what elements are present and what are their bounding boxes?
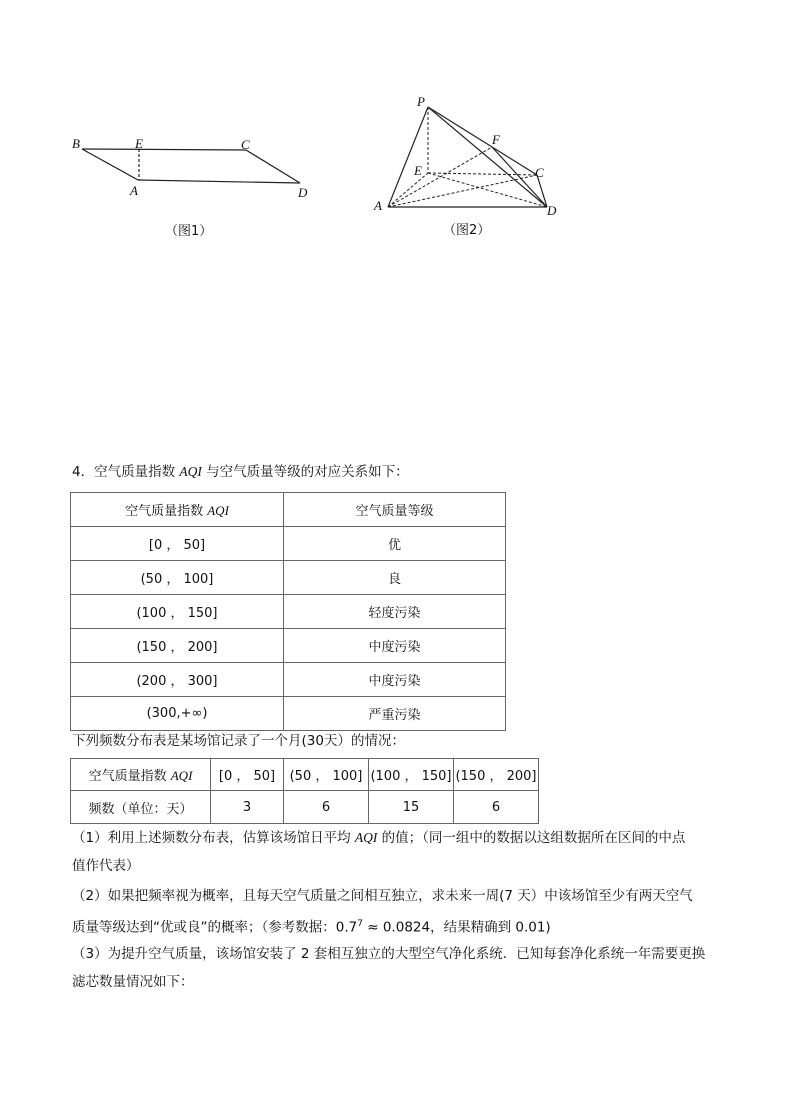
point-label-D: D <box>547 203 557 218</box>
point-label-A: A <box>374 198 382 213</box>
point-label-P: P <box>417 94 425 109</box>
interval-cell: [0 ， 50] <box>211 759 284 791</box>
figure-2-diagram <box>370 95 570 220</box>
point-label-D: D <box>298 185 308 200</box>
range-cell: (300,+∞) <box>71 697 284 731</box>
range-cell: (150 ， 200] <box>71 629 284 663</box>
point-label-C: C <box>535 165 544 180</box>
part-1-line-1 <box>72 828 685 848</box>
interval-cell: (100 ， 150] <box>369 759 454 791</box>
figure-2-caption: （图2） <box>443 223 491 238</box>
segment-PC <box>428 107 537 175</box>
interval-cell: (50 ， 100] <box>284 759 369 791</box>
segment-AD <box>138 180 300 183</box>
row-label-aqi-prefix: 空气质量指数 <box>88 769 171 784</box>
count-cell: 6 <box>454 791 539 824</box>
segment-ED-dashed <box>428 173 547 207</box>
part-3-line-1: （3）为提升空气质量，该场馆安装了 2 套相互独立的大型空气净化系统．已知每套净化系统一年需要更换 <box>72 946 706 962</box>
row-label-aqi-italic: AQI <box>170 768 193 783</box>
header-aqi <box>71 493 284 527</box>
frequency-table <box>70 758 539 824</box>
point-label-F: F <box>492 132 500 147</box>
table-header-row <box>71 493 506 527</box>
table-row <box>71 663 506 697</box>
level-cell: 优 <box>284 527 506 561</box>
part-3-line-2: 滤芯数量情况如下： <box>72 974 194 990</box>
intro-prefix: 4．空气质量指数 <box>72 464 180 480</box>
point-label-E: E <box>414 163 422 178</box>
point-label-B: B <box>72 136 80 151</box>
part-1-aqi: AQI <box>354 830 378 845</box>
table-row <box>71 561 506 595</box>
point-label-A: A <box>130 183 138 198</box>
count-cell: 15 <box>369 791 454 824</box>
range-cell: (100 ， 150] <box>71 595 284 629</box>
part-1-line-2: 值作代表） <box>72 858 140 874</box>
table-row <box>71 527 506 561</box>
part-1-suffix: 的值；（同一组中的数据以这组数据所在区间的中点 <box>377 830 686 846</box>
header-aqi-prefix: 空气质量指数 <box>125 504 208 519</box>
part-2-line-1: （2）如果把频率视为概率，且每天空气质量之间相互独立，求未来一周(7 天）中该场馆至少有两天空气 <box>72 888 693 904</box>
part-2-line-2 <box>72 914 551 938</box>
level-cell: 中度污染 <box>284 663 506 697</box>
aqi-level-table <box>70 492 506 731</box>
level-cell: 良 <box>284 561 506 595</box>
level-cell: 中度污染 <box>284 629 506 663</box>
header-level: 空气质量等级 <box>284 493 506 527</box>
row-label-count: 频数（单位：天） <box>71 791 211 824</box>
segment-AF-dashed <box>388 147 492 207</box>
intro-suffix: 与空气质量等级的对应关系如下： <box>201 464 409 480</box>
level-cell: 严重污染 <box>284 697 506 731</box>
count-row <box>71 791 539 824</box>
part-2-text-a: 质量等级达到“优或良”的概率；（参考数据：0.7 <box>72 919 358 936</box>
count-cell: 3 <box>211 791 284 824</box>
interval-row <box>71 759 539 791</box>
level-cell: 轻度污染 <box>284 595 506 629</box>
segment-BA <box>82 149 138 180</box>
point-label-C: C <box>241 137 250 152</box>
segment-PD <box>428 107 547 207</box>
table-row <box>71 629 506 663</box>
point-label-E: E <box>135 136 143 151</box>
part-2-text-b: ≈ 0.0824，结果精确到 0.01) <box>362 919 551 936</box>
table-row <box>71 697 506 731</box>
frequency-intro: 下列频数分布表是某场馆记录了一个月(30天）的情况： <box>72 733 405 749</box>
range-cell: (50 ， 100] <box>71 561 284 595</box>
part-2-exponent: 7 <box>357 919 363 929</box>
range-cell: [0 ， 50] <box>71 527 284 561</box>
range-cell: (200 ， 300] <box>71 663 284 697</box>
part-1-prefix: （1）利用上述频数分布表，估算该场馆日平均 <box>72 830 355 846</box>
intro-aqi: AQI <box>179 464 202 479</box>
figure-1-caption: （图1） <box>165 224 213 239</box>
figure-1-diagram <box>60 125 320 205</box>
segment-PA <box>388 107 428 207</box>
count-cell: 6 <box>284 791 369 824</box>
header-aqi-italic: AQI <box>207 503 229 518</box>
table-row <box>71 595 506 629</box>
segment-AE-dashed <box>388 173 428 207</box>
question-4-intro <box>72 462 409 482</box>
segment-BC <box>82 149 246 150</box>
row-label-aqi <box>71 759 211 791</box>
interval-cell: (150 ， 200] <box>454 759 539 791</box>
segment-CD <box>246 150 300 183</box>
